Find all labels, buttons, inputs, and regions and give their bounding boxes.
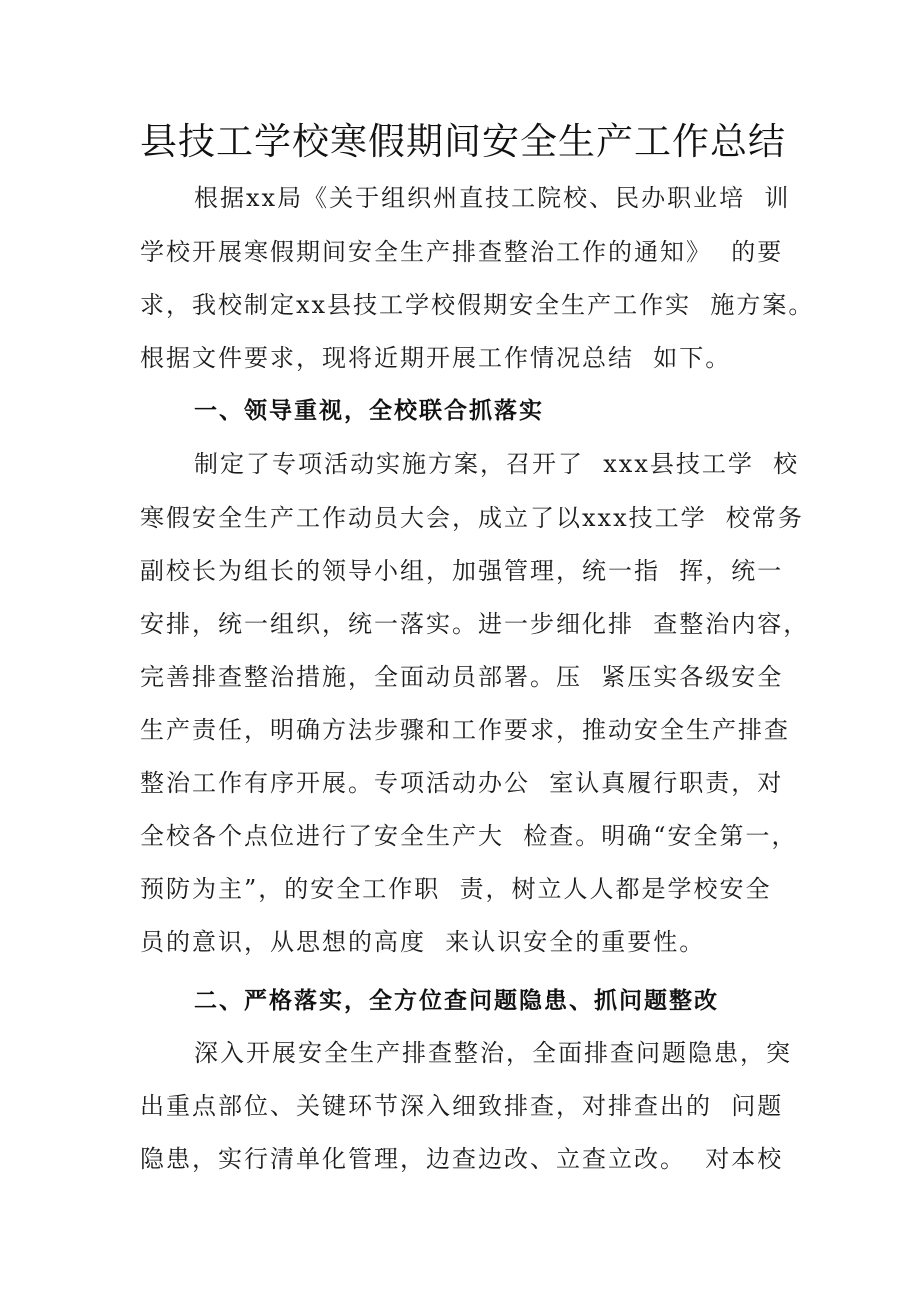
paragraph-2-line-2: 寒假安全生产工作动员大会，成立了以xxx技工学 校常务 — [140, 504, 804, 532]
paragraph-1-line-2: 学校开展寒假期间安全生产排查整治工作的通知》 的要 — [140, 238, 784, 266]
paragraph-2-line-7: 整治工作有序开展。专项活动办公 室认真履行职责，对 — [140, 769, 784, 797]
paragraph-3-line-2: 出重点部位、关键环节深入细致排查，对排查出的 问题 — [140, 1092, 784, 1120]
paragraph-2-line-5: 完善排查整治措施，全面动员部署。压 紧压实各级安全 — [140, 663, 784, 691]
paragraph-2-line-9: 预防为主”，的安全工作职 责，树立人人都是学校安全 — [140, 875, 772, 903]
paragraph-3-line-3: 隐患，实行清单化管理，边查边改、立查立改。 对本校 — [140, 1145, 784, 1173]
paragraph-2-line-8: 全校各个点位进行了安全生产大 检查。明确“安全第一， — [140, 822, 798, 850]
paragraph-3-line-1: 深入开展安全生产排查整治，全面排查问题隐患，突 — [194, 1039, 792, 1067]
section-heading-2: 二、严格落实，全方位查问题隐患、抓问题整改 — [194, 988, 719, 1014]
paragraph-1-line-1: 根据xx局《关于组织州直技工院校、民办职业培 训 — [194, 184, 791, 212]
document-title: 县技工学校寒假期间安全生产工作总结 — [140, 120, 786, 163]
section-heading-1: 一、领导重视，全校联合抓落实 — [194, 398, 544, 424]
paragraph-2-line-3: 副校长为组长的领导小组，加强管理，统一指 挥，统一 — [140, 557, 784, 585]
paragraph-2-line-4: 安排，统一组织，统一落实。进一步细化排 查整治内容， — [140, 610, 810, 638]
paragraph-1-line-3: 求，我校制定xx县技工学校假期安全生产工作实 施方案。 — [140, 291, 815, 319]
paragraph-2-line-1: 制定了专项活动实施方案，召开了 xxx县技工学 校 — [194, 450, 800, 478]
paragraph-2-line-6: 生产责任，明确方法步骤和工作要求，推动安全生产排查 — [140, 716, 790, 744]
paragraph-2-line-10: 员的意识，从思想的高度 来认识安全的重要性。 — [140, 928, 706, 956]
paragraph-1-line-4: 根据文件要求，现将近期开展工作情况总结 如下。 — [140, 344, 732, 372]
